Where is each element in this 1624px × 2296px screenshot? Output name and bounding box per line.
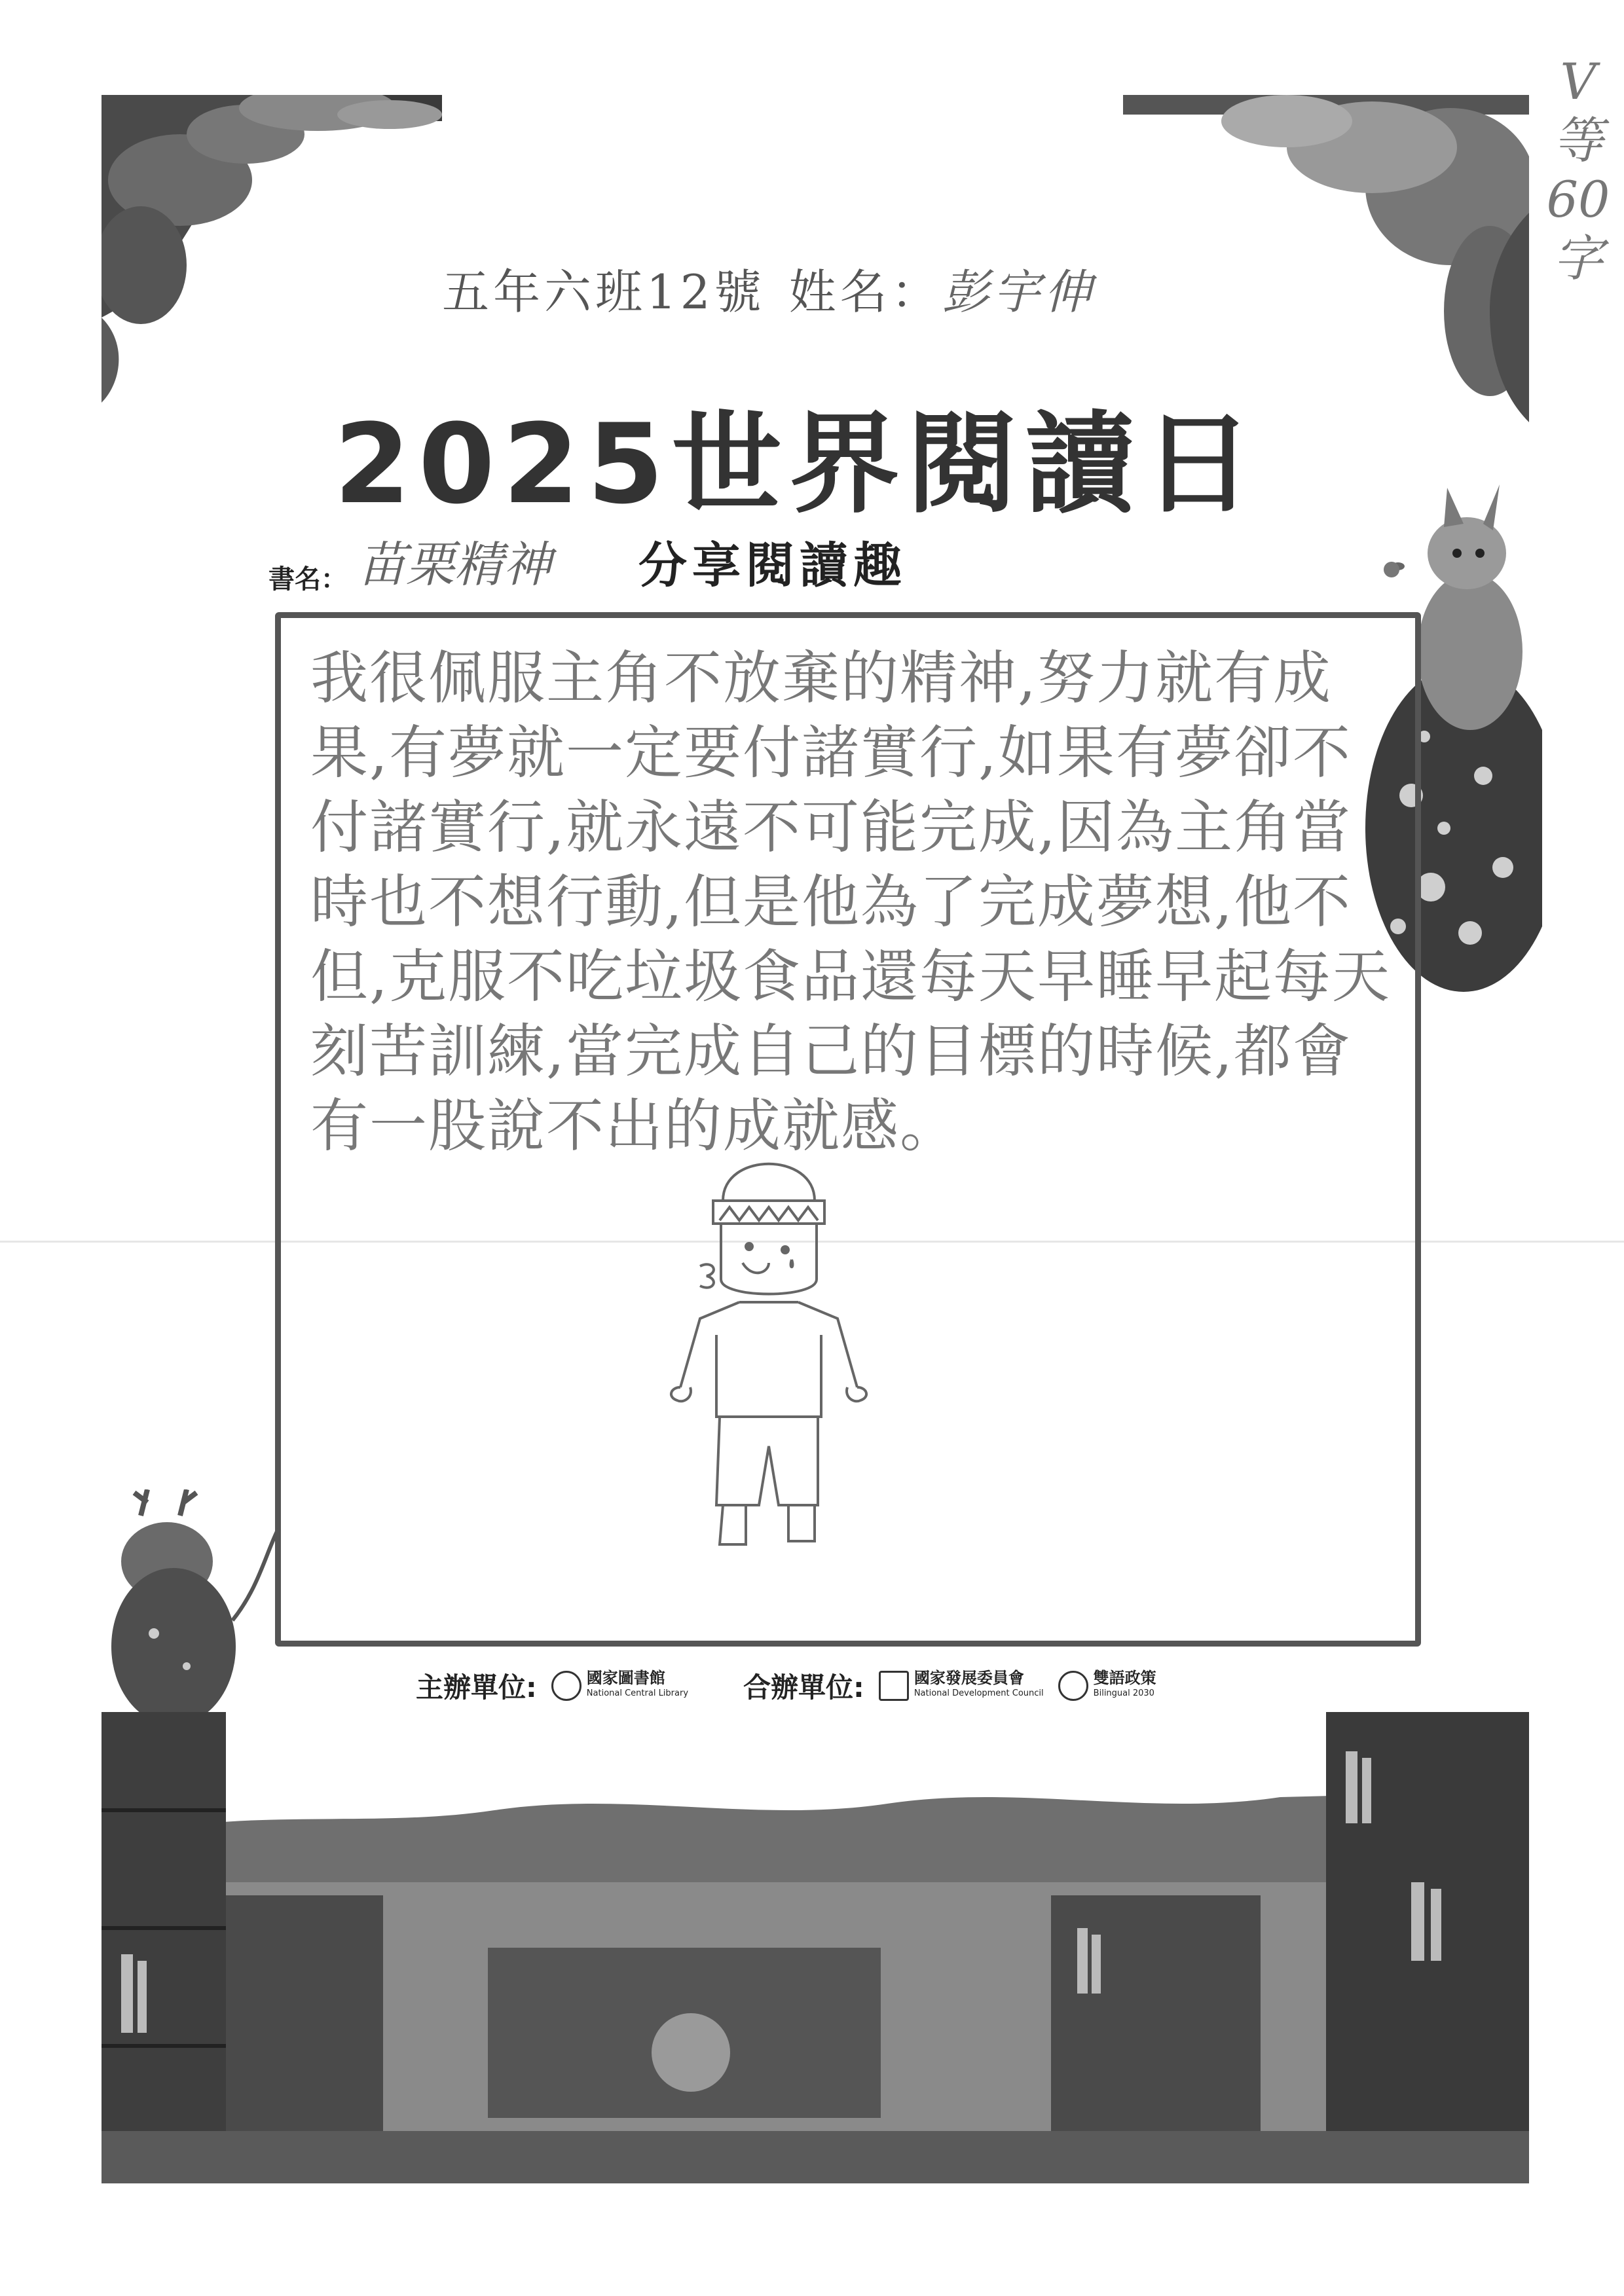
bilingual-emblem-icon	[1058, 1671, 1088, 1701]
poster-title: 2025世界閱讀日	[334, 400, 1261, 528]
development-council-logo: 國家發展委員會 National Development Council	[879, 1670, 1044, 1702]
national-central-library-logo: 國家圖書館 National Central Library	[551, 1670, 688, 1702]
bilingual-policy-logo: 雙語政策 Bilingual 2030	[1058, 1670, 1156, 1702]
poster-subtitle: 分享閱讀趣	[638, 538, 907, 594]
book-title: 苗栗精神	[358, 537, 551, 593]
class-number: 五年六班12號	[442, 264, 766, 319]
teacher-grade-note: V等 60字	[1546, 52, 1610, 287]
essay-frame	[275, 612, 1421, 1647]
sponsors-bar	[416, 1666, 1398, 1705]
essay-text: 我很佩服主角不放棄的精神,努力就有成果,有夢就一定要付諸實行,如果有夢卻不付諸實行,就永遠不可能完成,因為主角當時也不想行動,但是他為了完成夢想,他不但,克服不吃垃圾食品還每天早睡早起每天刻苦訓練,當完成自己的目標的時候,都會有一股說不出的成就感。	[310, 644, 1391, 1159]
library-seal-icon	[551, 1671, 581, 1701]
student-info	[442, 259, 1228, 318]
book-label: 書名：	[268, 564, 347, 594]
co-organizer-label: 合辦單位:	[743, 1671, 864, 1704]
poster	[101, 95, 1529, 2111]
student-name: 彭宇伸	[942, 264, 1096, 319]
council-emblem-icon	[879, 1671, 909, 1701]
bookshelf-landscape-illustration	[101, 1712, 1529, 2183]
child-drawing-boy	[608, 1139, 949, 1571]
organizer-label: 主辦單位:	[416, 1671, 537, 1704]
name-label: 姓名：	[788, 264, 942, 319]
